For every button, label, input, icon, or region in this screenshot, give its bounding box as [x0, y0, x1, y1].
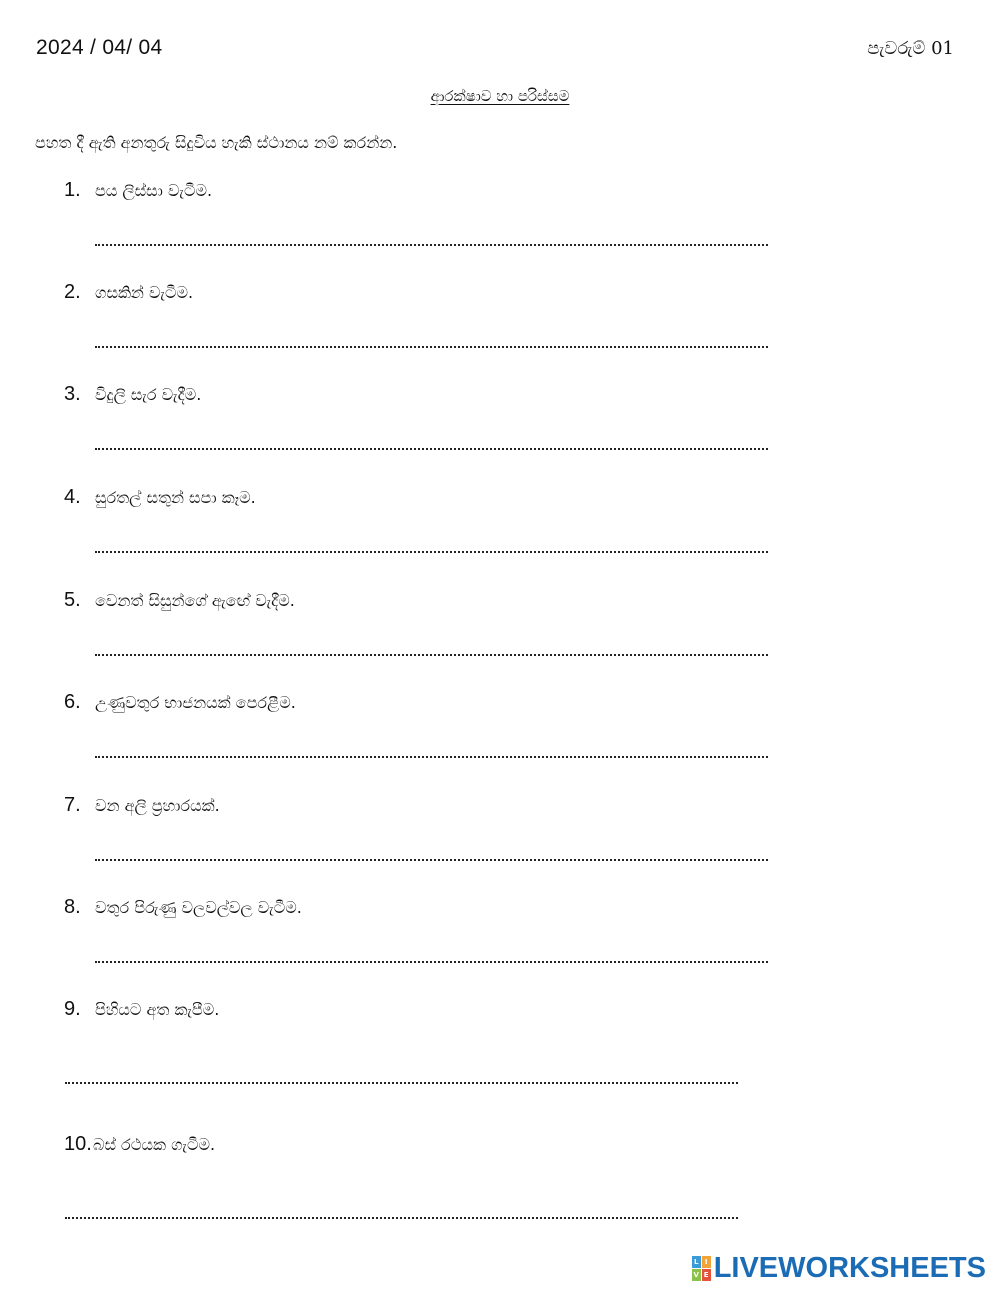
- logo-tile-e: E: [702, 1269, 711, 1281]
- question-text-8: වතුර පිරුණු වලවල්වල වැටීම.: [95, 898, 302, 917]
- instruction-text: පහත දී ඇති අනතුරු සිදුවිය හැකි ස්ථානය නම් කරන්න.: [35, 133, 398, 152]
- answer-line-6[interactable]: [95, 754, 768, 758]
- answer-line-3[interactable]: [95, 446, 768, 450]
- logo-tiles-icon: [692, 1256, 711, 1281]
- answer-line-7[interactable]: [95, 857, 768, 861]
- answer-line-9[interactable]: [65, 1080, 738, 1084]
- question-text-4: සුරතල් සතුන් සපා කෑම.: [95, 488, 256, 507]
- answer-line-4[interactable]: [95, 549, 768, 553]
- question-number-7: 7.: [64, 794, 81, 816]
- logo-tile-l: L: [692, 1256, 701, 1268]
- question-number-2: 2.: [64, 281, 81, 303]
- answer-line-8[interactable]: [95, 959, 768, 963]
- question-text-10: බස් රථයක ගැටීම.: [93, 1135, 216, 1154]
- question-number-1: 1.: [64, 179, 81, 201]
- question-number-6: 6.: [64, 691, 81, 713]
- question-text-7: වන අලි ප්‍රහාරයක්.: [95, 796, 220, 815]
- worksheet-date: 2024 / 04/ 04: [36, 36, 163, 59]
- question-text-6: උණුවතුර භාජනයක් පෙරළීම.: [95, 693, 296, 712]
- logo-tile-v: V: [693, 1271, 699, 1279]
- question-text-5: වෙනත් සිසුන්ගේ ඇඟේ වැදීම.: [95, 591, 295, 610]
- logo-tile-i: I: [702, 1256, 711, 1268]
- question-number-8: 8.: [64, 896, 81, 918]
- logo-wordmark: LIVEWORKSHEETS: [713, 1252, 986, 1284]
- question-number-9: 9.: [64, 998, 81, 1020]
- question-text-3: විදුලි සැර වැදීම.: [95, 385, 202, 404]
- question-number-4: 4.: [64, 486, 81, 508]
- liveworksheets-logo[interactable]: [692, 1252, 986, 1285]
- question-number-5: 5.: [64, 589, 81, 611]
- question-text-2: ගසකින් වැටීම.: [95, 283, 194, 302]
- question-number-10: 10.: [64, 1133, 92, 1155]
- answer-line-1[interactable]: [95, 242, 768, 246]
- worksheet-title: ආරක්ෂාව හා පරිස්සම: [430, 87, 570, 105]
- question-text-1: පය ලිස්සා වැටීම.: [95, 181, 213, 200]
- answer-line-10[interactable]: [65, 1215, 738, 1219]
- question-number-3: 3.: [64, 383, 81, 405]
- answer-line-5[interactable]: [95, 652, 768, 656]
- question-text-9: පිහියට අත කැපීම.: [95, 1000, 220, 1019]
- answer-line-2[interactable]: [95, 344, 768, 348]
- exercise-number: පැවරුම් 01: [867, 38, 954, 59]
